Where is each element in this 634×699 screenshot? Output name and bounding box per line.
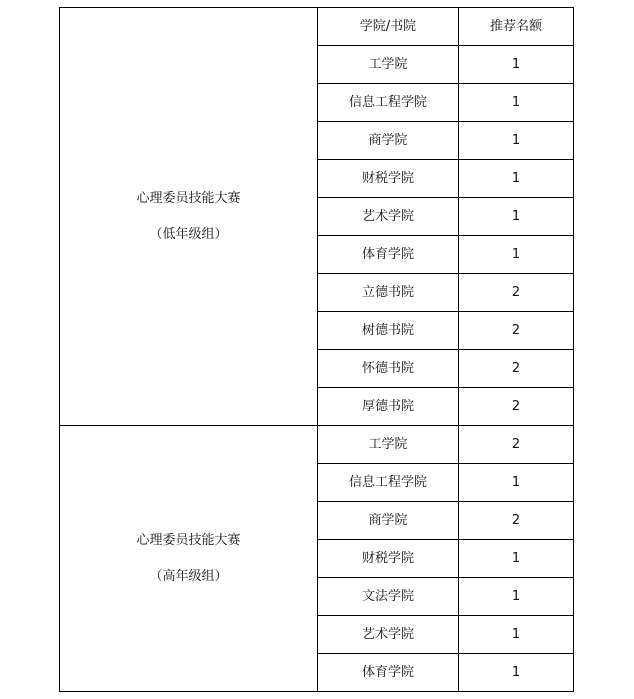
college-cell: 艺术学院	[318, 616, 459, 654]
header-row	[60, 8, 574, 46]
college-cell: 财税学院	[318, 160, 459, 198]
quota-cell: 1	[459, 540, 574, 578]
group-title: 心理委员技能大赛	[136, 532, 241, 548]
college-cell: 商学院	[318, 122, 459, 160]
quota-cell: 2	[459, 274, 574, 312]
college-cell: 财税学院	[318, 540, 459, 578]
quota-cell: 1	[459, 198, 574, 236]
quota-cell: 2	[459, 388, 574, 426]
quota-table	[59, 7, 574, 692]
college-cell: 文法学院	[318, 578, 459, 616]
college-cell: 怀德书院	[318, 350, 459, 388]
quota-cell: 2	[459, 502, 574, 540]
quota-cell: 1	[459, 654, 574, 692]
college-cell: 艺术学院	[318, 198, 459, 236]
college-cell: 工学院	[318, 46, 459, 84]
quota-cell: 2	[459, 312, 574, 350]
quota-cell: 2	[459, 350, 574, 388]
quota-cell: 1	[459, 236, 574, 274]
quota-cell: 1	[459, 464, 574, 502]
college-cell: 信息工程学院	[318, 464, 459, 502]
quota-table-body	[60, 8, 574, 692]
college-cell: 立德书院	[318, 274, 459, 312]
college-cell: 信息工程学院	[318, 84, 459, 122]
college-column-header: 学院/书院	[318, 8, 459, 46]
college-cell: 厚德书院	[318, 388, 459, 426]
quota-cell: 2	[459, 426, 574, 464]
table-row	[60, 426, 574, 464]
college-cell: 体育学院	[318, 236, 459, 274]
group-title: 心理委员技能大赛	[136, 190, 241, 206]
quota-cell: 1	[459, 122, 574, 160]
group-cell-high	[60, 426, 318, 692]
group-level: （低年级组）	[149, 226, 228, 242]
group-level: （高年级组）	[149, 568, 228, 584]
group-cell-low	[60, 8, 318, 426]
quota-cell: 1	[459, 46, 574, 84]
quota-cell: 1	[459, 160, 574, 198]
quota-cell: 1	[459, 578, 574, 616]
college-cell: 体育学院	[318, 654, 459, 692]
quota-column-header: 推荐名额	[459, 8, 574, 46]
college-cell: 商学院	[318, 502, 459, 540]
college-cell: 工学院	[318, 426, 459, 464]
college-cell: 树德书院	[318, 312, 459, 350]
quota-cell: 1	[459, 616, 574, 654]
quota-cell: 1	[459, 84, 574, 122]
